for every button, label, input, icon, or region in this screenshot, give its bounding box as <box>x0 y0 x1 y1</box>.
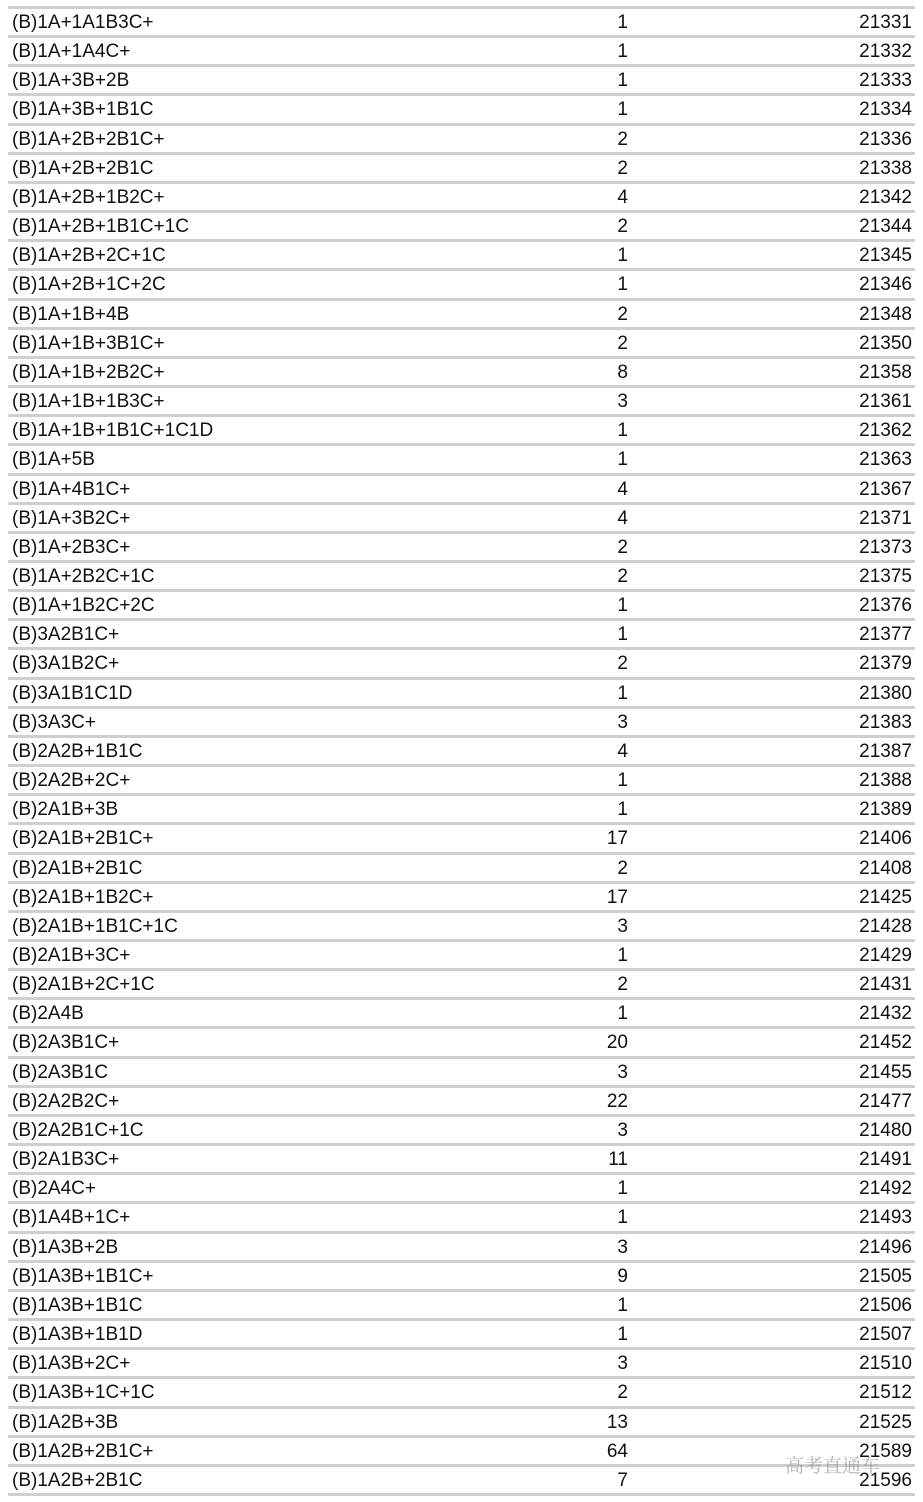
count-cell: 17 <box>606 886 628 908</box>
subject-combination-cell: (B)1A+4B1C+ <box>12 478 131 500</box>
table-row <box>8 592 915 621</box>
subject-combination-cell: (B)1A3B+2B <box>12 1236 119 1258</box>
count-cell: 2 <box>617 332 628 354</box>
cumulative-count-cell: 21373 <box>859 536 912 558</box>
count-cell: 1 <box>617 1178 628 1200</box>
count-cell: 1 <box>617 245 628 267</box>
table-row <box>8 650 915 679</box>
cumulative-count-cell: 21431 <box>859 974 912 996</box>
count-cell: 2 <box>617 974 628 996</box>
subject-combination-cell: (B)2A2B2C+ <box>12 1090 120 1112</box>
cumulative-count-cell: 21429 <box>859 945 912 966</box>
subject-combination-cell: (B)2A1B+2C+1C <box>12 974 155 996</box>
cumulative-count-cell: 21383 <box>859 711 912 733</box>
subject-combination-cell: (B)1A+1B+3B1C+ <box>12 332 165 354</box>
count-cell: 3 <box>617 1119 628 1141</box>
subject-combination-cell: (B)1A+1B+4B <box>12 303 130 325</box>
cumulative-count-cell: 21477 <box>859 1090 912 1112</box>
cumulative-count-cell: 21350 <box>859 332 912 354</box>
subject-combination-cell: (B)2A1B+1B1C+1C <box>12 915 178 937</box>
subject-combination-cell: (B)1A+3B2C+ <box>12 507 131 529</box>
table-row <box>8 330 915 359</box>
table-row <box>8 709 915 738</box>
count-cell: 1 <box>617 1003 628 1025</box>
cumulative-count-cell: 21346 <box>859 274 912 296</box>
count-cell: 1 <box>617 420 628 442</box>
cumulative-count-cell: 21342 <box>859 186 912 208</box>
table-row <box>8 301 915 330</box>
count-cell: 1 <box>617 1294 628 1316</box>
count-cell: 2 <box>617 565 628 587</box>
count-cell: 2 <box>617 653 628 675</box>
table-row <box>8 67 915 96</box>
subject-combination-cell: (B)3A1B2C+ <box>12 653 120 675</box>
cumulative-count-cell: 21336 <box>859 128 912 150</box>
table-row <box>8 242 915 271</box>
table-row <box>8 767 915 796</box>
count-cell: 2 <box>617 536 628 558</box>
count-cell: 3 <box>617 915 628 937</box>
table-row <box>8 796 915 825</box>
cumulative-count-cell: 21408 <box>859 857 912 879</box>
count-cell: 1 <box>617 1207 628 1229</box>
table-row <box>8 1350 915 1379</box>
table-row <box>8 1175 915 1204</box>
cumulative-count-cell: 21331 <box>859 12 912 33</box>
cumulative-count-cell: 21334 <box>859 99 912 121</box>
count-cell: 1 <box>617 70 628 92</box>
subject-combination-cell: (B)3A1B1C1D <box>12 682 133 704</box>
subject-combination-cell: (B)2A1B+3B <box>12 799 119 821</box>
table-row <box>8 1146 915 1175</box>
cumulative-count-cell: 21363 <box>859 449 912 471</box>
table-row <box>8 884 915 913</box>
subject-combination-cell: (B)1A+2B+1C+2C <box>12 274 166 296</box>
subject-combination-cell: (B)1A2B+2B1C+ <box>12 1440 154 1462</box>
score-table <box>8 6 915 1496</box>
count-cell: 1 <box>617 12 628 33</box>
cumulative-count-cell: 21492 <box>859 1178 912 1200</box>
subject-combination-cell: (B)1A+5B <box>12 449 95 471</box>
table-row <box>8 913 915 942</box>
cumulative-count-cell: 21428 <box>859 915 912 937</box>
count-cell: 1 <box>617 274 628 296</box>
cumulative-count-cell: 21367 <box>859 478 912 500</box>
table-row <box>8 359 915 388</box>
table-row <box>8 1204 915 1233</box>
table-row <box>8 1059 915 1088</box>
table-row <box>8 825 915 854</box>
subject-combination-cell: (B)1A+2B+2C+1C <box>12 245 166 267</box>
cumulative-count-cell: 21333 <box>859 70 912 92</box>
cumulative-count-cell: 21455 <box>859 1061 912 1083</box>
table-row <box>8 213 915 242</box>
table-row <box>8 271 915 300</box>
count-cell: 4 <box>617 507 628 529</box>
cumulative-count-cell: 21344 <box>859 216 912 238</box>
subject-combination-cell: (B)1A+1A4C+ <box>12 41 131 63</box>
subject-combination-cell: (B)2A4C+ <box>12 1178 96 1200</box>
cumulative-count-cell: 21452 <box>859 1032 912 1054</box>
subject-combination-cell: (B)1A+3B+2B <box>12 70 130 92</box>
subject-combination-cell: (B)3A3C+ <box>12 711 96 733</box>
cumulative-count-cell: 21376 <box>859 595 912 617</box>
subject-combination-cell: (B)1A+2B+1B1C+1C <box>12 216 189 238</box>
subject-combination-cell: (B)1A+1B+1B1C+1C1D <box>12 420 214 442</box>
cumulative-count-cell: 21589 <box>859 1440 912 1462</box>
cumulative-count-cell: 21505 <box>859 1265 912 1287</box>
cumulative-count-cell: 21596 <box>859 1469 912 1491</box>
table-row <box>8 1409 915 1438</box>
count-cell: 2 <box>617 1382 628 1404</box>
count-cell: 4 <box>617 478 628 500</box>
table-row <box>8 417 915 446</box>
table-row <box>8 1292 915 1321</box>
cumulative-count-cell: 21406 <box>859 828 912 850</box>
subject-combination-cell: (B)1A2B+3B <box>12 1411 119 1433</box>
count-cell: 20 <box>606 1032 628 1054</box>
cumulative-count-cell: 21493 <box>859 1207 912 1229</box>
subject-combination-cell: (B)1A+3B+1B1C <box>12 99 154 121</box>
count-cell: 1 <box>617 449 628 471</box>
count-cell: 1 <box>617 595 628 617</box>
count-cell: 1 <box>617 99 628 121</box>
count-cell: 2 <box>617 857 628 879</box>
table-row <box>8 1379 915 1408</box>
table-row <box>8 855 915 884</box>
cumulative-count-cell: 21375 <box>859 565 912 587</box>
count-cell: 17 <box>606 828 628 850</box>
cumulative-count-cell: 21345 <box>859 245 912 267</box>
subject-combination-cell: (B)1A+2B+2B1C <box>12 157 154 179</box>
table-row <box>8 680 915 709</box>
count-cell: 1 <box>617 682 628 704</box>
table-row <box>8 1321 915 1350</box>
count-cell: 11 <box>608 1149 628 1171</box>
table-row <box>8 9 915 38</box>
count-cell: 13 <box>606 1411 628 1433</box>
table-row <box>8 476 915 505</box>
cumulative-count-cell: 21389 <box>859 799 912 821</box>
table-row <box>8 38 915 67</box>
subject-combination-cell: (B)1A+2B3C+ <box>12 536 131 558</box>
table-row <box>8 1029 915 1058</box>
count-cell: 1 <box>617 945 628 966</box>
subject-combination-cell: (B)2A1B+2B1C+ <box>12 828 154 850</box>
cumulative-count-cell: 21379 <box>859 653 912 675</box>
subject-combination-cell: (B)3A2B1C+ <box>12 624 120 646</box>
count-cell: 4 <box>617 740 628 762</box>
subject-combination-cell: (B)2A2B+2C+ <box>12 770 131 792</box>
cumulative-count-cell: 21506 <box>859 1294 912 1316</box>
count-cell: 3 <box>617 711 628 733</box>
subject-combination-cell: (B)1A+1A1B3C+ <box>12 12 154 33</box>
table-row <box>8 1467 915 1496</box>
table-row <box>8 126 915 155</box>
subject-combination-cell: (B)1A2B+2B1C <box>12 1469 143 1491</box>
subject-combination-cell: (B)1A3B+1B1C+ <box>12 1265 154 1287</box>
cumulative-count-cell: 21388 <box>859 770 912 792</box>
count-cell: 8 <box>617 361 628 383</box>
watermark: 高考直通车 <box>785 1455 881 1477</box>
subject-combination-cell: (B)1A+1B+1B3C+ <box>12 391 165 413</box>
cumulative-count-cell: 21432 <box>859 1003 912 1025</box>
cumulative-count-cell: 21348 <box>859 303 912 325</box>
count-cell: 2 <box>617 216 628 238</box>
cumulative-count-cell: 21377 <box>859 624 912 646</box>
subject-combination-cell: (B)1A+2B+2B1C+ <box>12 128 165 150</box>
subject-combination-cell: (B)1A3B+1C+1C <box>12 1382 155 1404</box>
table-row <box>8 563 915 592</box>
subject-combination-cell: (B)1A+2B2C+1C <box>12 565 155 587</box>
table-row <box>8 1234 915 1263</box>
subject-combination-cell: (B)2A1B+1B2C+ <box>12 886 154 908</box>
cumulative-count-cell: 21361 <box>859 391 912 413</box>
table-row <box>8 1088 915 1117</box>
table-row <box>8 971 915 1000</box>
cumulative-count-cell: 21387 <box>859 740 912 762</box>
table-row <box>8 96 915 125</box>
subject-combination-cell: (B)2A3B1C <box>12 1061 109 1083</box>
table-row <box>8 1000 915 1029</box>
table-row <box>8 446 915 475</box>
cumulative-count-cell: 21510 <box>859 1353 912 1375</box>
count-cell: 3 <box>617 1236 628 1258</box>
subject-combination-cell: (B)2A1B+2B1C <box>12 857 143 879</box>
count-cell: 64 <box>606 1440 628 1462</box>
table-row <box>8 1117 915 1146</box>
table-row <box>8 1263 915 1292</box>
table-row <box>8 388 915 417</box>
count-cell: 2 <box>617 303 628 325</box>
cumulative-count-cell: 21496 <box>859 1236 912 1258</box>
count-cell: 1 <box>617 1324 628 1346</box>
subject-combination-cell: (B)1A4B+1C+ <box>12 1207 131 1229</box>
cumulative-count-cell: 21480 <box>859 1119 912 1141</box>
count-cell: 1 <box>617 799 628 821</box>
table-row <box>8 621 915 650</box>
cumulative-count-cell: 21525 <box>859 1411 912 1433</box>
table-row <box>8 942 915 971</box>
count-cell: 2 <box>617 157 628 179</box>
count-cell: 2 <box>617 128 628 150</box>
subject-combination-cell: (B)1A+2B+1B2C+ <box>12 186 165 208</box>
cumulative-count-cell: 21338 <box>859 157 912 179</box>
table-row <box>8 534 915 563</box>
subject-combination-cell: (B)2A2B1C+1C <box>12 1119 144 1141</box>
subject-combination-cell: (B)2A3B1C+ <box>12 1032 120 1054</box>
cumulative-count-cell: 21491 <box>859 1149 912 1171</box>
subject-combination-cell: (B)1A3B+1B1D <box>12 1324 143 1346</box>
count-cell: 1 <box>617 624 628 646</box>
table-row <box>8 155 915 184</box>
count-cell: 7 <box>617 1469 628 1491</box>
subject-combination-cell: (B)1A+1B2C+2C <box>12 595 155 617</box>
table-row <box>8 184 915 213</box>
cumulative-count-cell: 21358 <box>859 361 912 383</box>
cumulative-count-cell: 21371 <box>859 507 912 529</box>
cumulative-count-cell: 21512 <box>859 1382 912 1404</box>
subject-combination-cell: (B)2A1B+3C+ <box>12 945 131 966</box>
cumulative-count-cell: 21425 <box>859 886 912 908</box>
subject-combination-cell: (B)1A3B+2C+ <box>12 1353 131 1375</box>
count-cell: 1 <box>617 41 628 63</box>
cumulative-count-cell: 21362 <box>859 420 912 442</box>
cumulative-count-cell: 21507 <box>859 1324 912 1346</box>
table-row <box>8 505 915 534</box>
count-cell: 3 <box>617 1061 628 1083</box>
count-cell: 3 <box>617 391 628 413</box>
table-row <box>8 1438 915 1467</box>
subject-combination-cell: (B)1A3B+1B1C <box>12 1294 143 1316</box>
subject-combination-cell: (B)2A1B3C+ <box>12 1149 120 1171</box>
count-cell: 1 <box>617 770 628 792</box>
table-row <box>8 738 915 767</box>
cumulative-count-cell: 21332 <box>859 41 912 63</box>
count-cell: 22 <box>606 1090 628 1112</box>
count-cell: 9 <box>617 1265 628 1287</box>
subject-combination-cell: (B)1A+1B+2B2C+ <box>12 361 165 383</box>
count-cell: 3 <box>617 1353 628 1375</box>
subject-combination-cell: (B)2A4B <box>12 1003 84 1025</box>
subject-combination-cell: (B)2A2B+1B1C <box>12 740 143 762</box>
cumulative-count-cell: 21380 <box>859 682 912 704</box>
count-cell: 4 <box>617 186 628 208</box>
